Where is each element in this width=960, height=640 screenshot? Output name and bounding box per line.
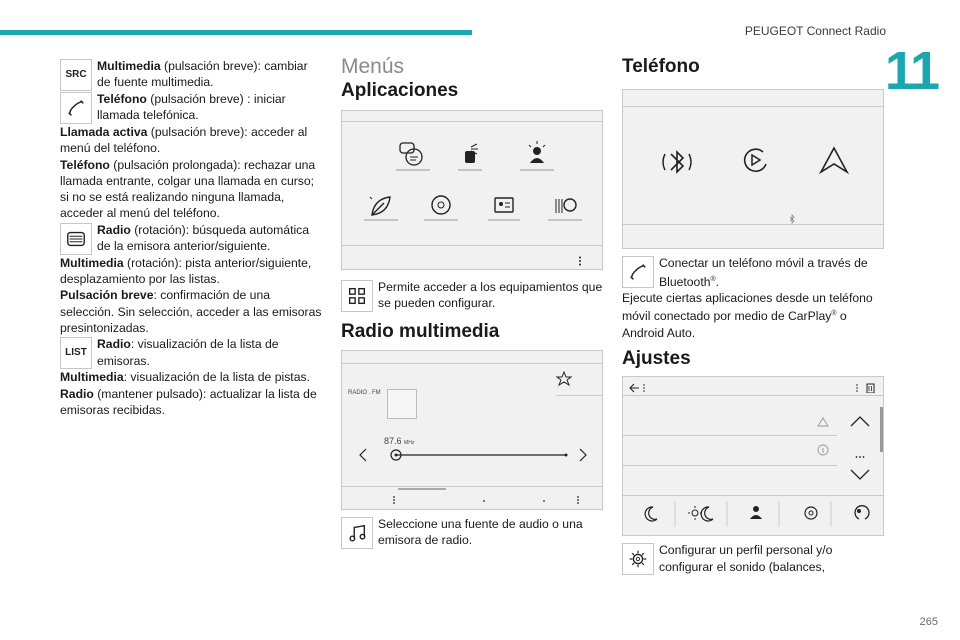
thumbwheel-icon xyxy=(60,223,92,255)
radio-desc: Seleccione una fuente de audio o una emisora de radio. xyxy=(378,516,583,548)
heater-settings-icon xyxy=(548,191,582,221)
settings-desc: Configurar un perfil personal y/o configurar el sonido (balances, xyxy=(659,543,833,574)
active-call-desc: Llamada activa (pulsación breve): acceder al menú del teléfono. xyxy=(60,125,308,156)
radio-heading: Radio multimedia xyxy=(341,320,500,342)
radio-band-label: RADIO . FM xyxy=(348,389,381,396)
warning-icon xyxy=(817,415,829,425)
column-phone-settings xyxy=(622,58,886,575)
settings-screen xyxy=(622,376,884,536)
voice-icon xyxy=(396,139,430,171)
radio-desc: Radio (rotación): búsqueda automática de la emisora anterior/siguiente. xyxy=(97,222,310,254)
apps-grid-icon xyxy=(341,280,373,312)
page-number: 265 xyxy=(919,616,938,628)
apps-screen xyxy=(341,110,603,270)
apps-desc: Permite acceder a los equipamientos que se pueden configurar. xyxy=(378,279,603,310)
header-title: PEUGEOT Connect Radio xyxy=(744,24,886,38)
station-artwork xyxy=(387,389,417,419)
carplay-desc: Ejecute ciertas aplicaciones desde un teléfono móvil conectado por medio de CarPlay® o Android Auto. xyxy=(622,290,873,340)
radio-item xyxy=(60,222,322,255)
phone-bt-desc: Conectar un teléfono móvil a través de Bluetooth®. xyxy=(659,256,868,289)
radio-desc-item xyxy=(341,516,603,549)
phone-desc: Teléfono (pulsación breve) : iniciar llamada telefónica. xyxy=(97,92,286,123)
music-note-icon xyxy=(341,517,373,549)
multimedia-list-desc: Multimedia: visualización de la lista de pistas. xyxy=(60,370,310,385)
back-arrow-icon[interactable] xyxy=(629,381,647,391)
settings-heading: Ajustes xyxy=(622,347,691,369)
leaf-icon xyxy=(364,191,398,221)
list-desc: Radio: visualización de la lista de emisoras. xyxy=(97,337,279,368)
settings-scrollbar[interactable] xyxy=(880,407,883,452)
column-controls xyxy=(60,58,322,418)
phone-icon-2 xyxy=(622,256,654,288)
android-auto-icon[interactable] xyxy=(817,144,851,176)
src-desc: Multimedia (pulsación breve): cambiar de fuente multimedia. xyxy=(97,59,308,90)
settings-desc-item xyxy=(622,542,886,575)
contacts-card-icon xyxy=(488,191,520,221)
short-press-desc: Pulsación breve: confirmación de una selección. Sin selección, acceder a las emisoras presintonizadas. xyxy=(60,288,322,335)
menus-heading: Menús xyxy=(341,55,405,78)
apps-desc-item xyxy=(341,279,603,312)
light-person-icon xyxy=(520,139,554,171)
star-icon[interactable] xyxy=(556,371,572,387)
phone-item xyxy=(60,91,322,124)
src-item xyxy=(60,58,322,91)
phone-icon xyxy=(60,92,92,124)
phone-heading: Teléfono xyxy=(622,56,700,77)
frequency-slider[interactable] xyxy=(356,447,590,463)
chapter-number: 11 xyxy=(884,41,938,101)
bluetooth-icon[interactable] xyxy=(659,144,695,180)
gear-icon xyxy=(622,543,654,575)
bottle-spray-icon xyxy=(456,139,484,171)
settings-bottom-bar[interactable] xyxy=(623,497,885,529)
apps-heading: Aplicaciones xyxy=(341,80,459,102)
phone-desc-item xyxy=(622,255,886,290)
gauge-settings-icon xyxy=(424,191,458,221)
info-icon xyxy=(817,444,829,456)
scroll-down-icon[interactable] xyxy=(849,469,871,481)
column-menus xyxy=(341,55,603,549)
carplay-icon[interactable] xyxy=(739,144,771,176)
phone-long-desc: Teléfono (pulsación prolongada): rechazar una llamada entrante, colgar una llamada en curso; si no se está realizando ninguna llamada, acceder al menú del teléfono. xyxy=(60,157,316,221)
list-item xyxy=(60,336,322,369)
radio-screen xyxy=(341,350,603,510)
list-button-icon: LIST xyxy=(60,337,92,369)
scroll-up-icon[interactable] xyxy=(849,415,871,427)
radio-frequency: 87.6 MHz xyxy=(384,435,415,446)
radio-bottom-controls[interactable] xyxy=(392,493,592,503)
src-button-icon: SRC xyxy=(60,59,92,91)
multimedia-rotation-desc: Multimedia (rotación): pista anterior/siguiente, desplazamiento por las listas. xyxy=(60,255,312,287)
header-accent-bar xyxy=(0,30,472,35)
more-dots-icon[interactable] xyxy=(855,447,865,451)
delete-icon[interactable] xyxy=(855,381,877,391)
phone-screen xyxy=(622,89,884,249)
more-options-icon[interactable] xyxy=(578,254,582,264)
bluetooth-small-icon xyxy=(789,212,795,222)
radio-hold-desc: Radio (mantener pulsado): actualizar la lista de emisoras recibidas. xyxy=(60,386,317,417)
